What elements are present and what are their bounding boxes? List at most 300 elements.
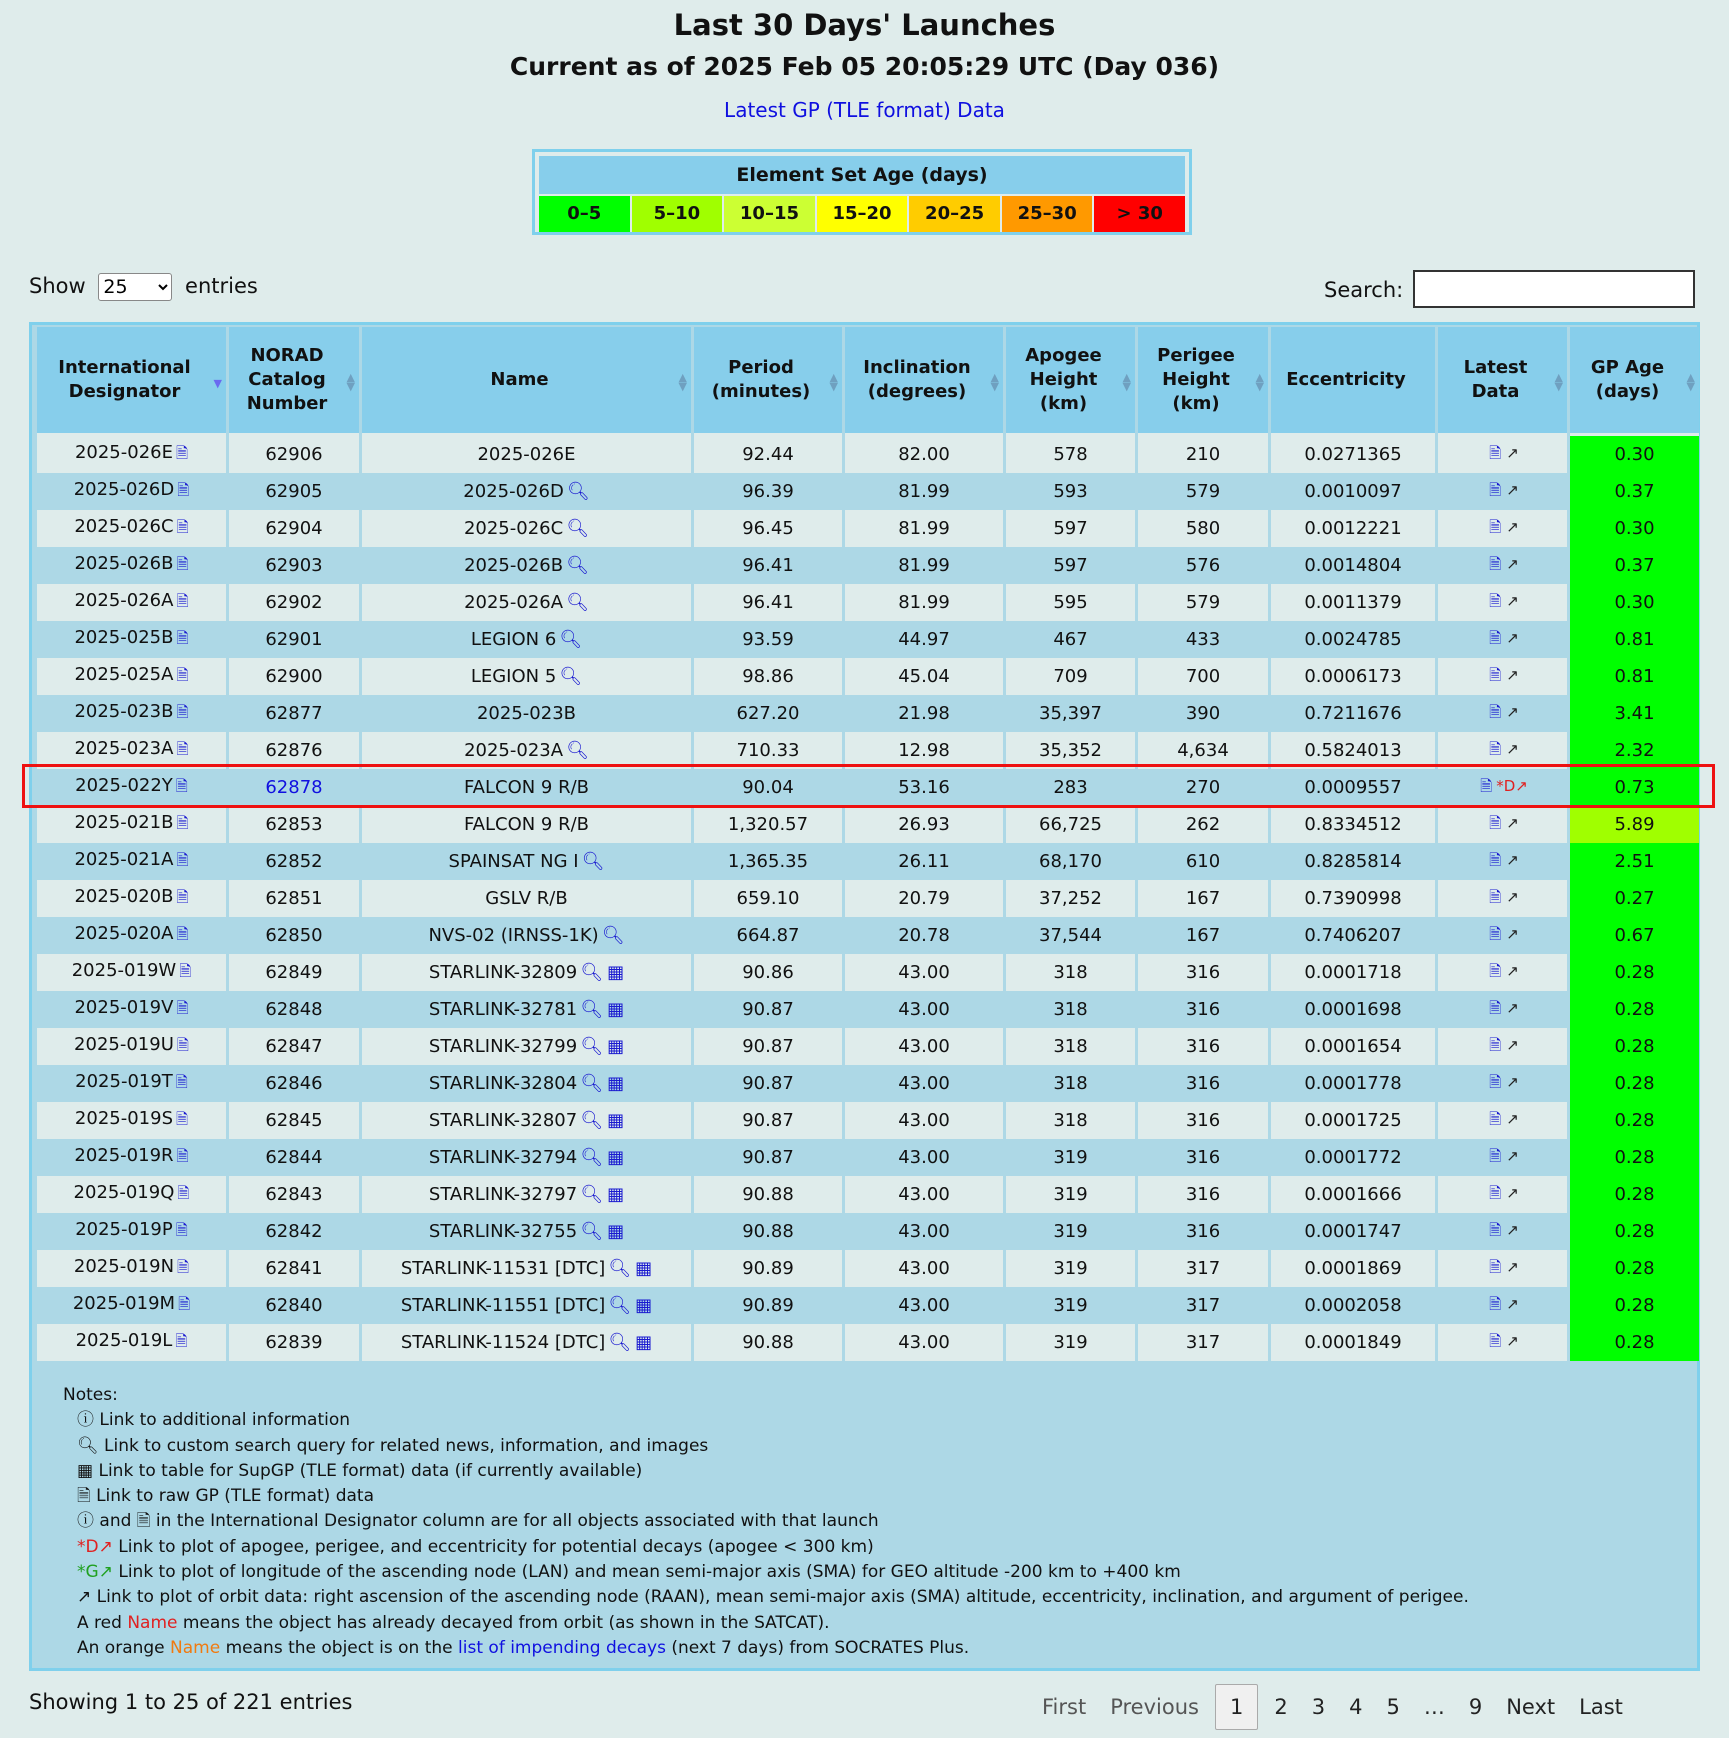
document-icon[interactable]: 🗎 [1489,1183,1502,1202]
object-name: NVS-02 (IRNSS-1K) [428,925,599,946]
norad-number: 62851 [265,888,323,909]
eccentricity-cell: 0.0001698 [1271,991,1435,1028]
document-icon[interactable]: 🗎 [176,665,189,684]
document-icon[interactable]: 🗎 [177,480,190,499]
document-icon[interactable]: 🗎 [1489,1220,1502,1239]
eccentricity-cell: 0.7211676 [1271,695,1435,732]
inclination-cell: 20.78 [845,917,1003,954]
norad-cell [229,436,359,473]
document-icon[interactable]: 🗎 [1489,628,1502,647]
chart-icon[interactable]: ↗ [1506,813,1519,832]
inclination-cell: 43.00 [845,991,1003,1028]
name-cell [362,880,691,917]
designator: 2025-025B [74,626,174,648]
latest-gp-link[interactable]: Latest GP (TLE format) Data [724,98,1005,122]
search-icon[interactable]: 🔍︎ [580,1184,604,1205]
latest-data-cell [1438,510,1567,547]
chart-icon[interactable]: ↗ [1506,480,1519,499]
document-icon[interactable]: 🗎 [176,1109,189,1128]
column-header[interactable] [1438,327,1567,436]
table-icon[interactable]: ▦ [607,1221,625,1242]
apogee-cell: 319 [1006,1139,1135,1176]
search-icon[interactable]: 🔍︎ [566,481,590,502]
note-orange-a: An orange [77,1637,165,1658]
chart-icon[interactable]: ↗ [1506,998,1519,1017]
document-icon[interactable]: 🗎 [176,628,189,647]
eccentricity-cell: 0.0001778 [1271,1065,1435,1102]
show-label: Show [29,274,86,298]
table-icon[interactable]: ▦ [635,1295,653,1316]
perigee-cell: 167 [1138,917,1268,954]
document-icon[interactable]: 🗎 [175,1072,188,1091]
latest-data-cell [1438,806,1567,843]
document-icon[interactable]: 🗎 [175,443,189,462]
document-icon[interactable]: 🗎 [1489,813,1502,832]
gp-age-cell: 0.30 [1570,510,1699,547]
apogee-cell: 318 [1006,1065,1135,1102]
object-name: FALCON 9 R/B [463,777,590,798]
eccentricity-cell: 0.0001747 [1271,1213,1435,1250]
gp-age-cell: 0.28 [1570,1065,1699,1102]
note-and: and [99,1511,132,1532]
apogee-cell: 319 [1006,1250,1135,1287]
period-cell: 96.39 [694,473,842,510]
search-icon[interactable]: 🔍︎ [559,629,583,650]
search-icon[interactable]: 🔍︎ [581,851,605,872]
search-icon[interactable]: 🔍︎ [580,962,604,983]
perigee-cell: 610 [1138,843,1268,880]
inclination-cell: 43.00 [845,1213,1003,1250]
designator-cell [37,510,226,547]
inclination-cell: 43.00 [845,1102,1003,1139]
document-icon[interactable]: 🗎 [1489,887,1502,906]
object-name: 2025-026B [464,555,564,576]
apogee-cell: 319 [1006,1213,1135,1250]
apogee-cell: 37,252 [1006,880,1135,917]
search-icon[interactable]: 🔍︎ [566,555,589,576]
name-cell [362,806,691,843]
document-icon[interactable]: 🗎 [1489,443,1502,462]
designator-cell [37,917,226,954]
inclination-cell: 81.99 [845,510,1003,547]
designator: 2025-020A [74,922,174,944]
gp-age-cell: 0.37 [1570,473,1699,510]
document-icon[interactable]: 🗎 [1489,665,1502,684]
document-icon[interactable]: 🗎 [175,1331,188,1350]
norad-number: 62842 [265,1221,323,1242]
note-supgp: Link to table for SupGP (TLE format) data (if currently available) [98,1460,643,1481]
chart-icon[interactable]: ↗ [1506,1072,1519,1091]
sort-icon: ▲ ▼ [990,371,999,393]
chart-icon[interactable]: ↗ [1506,1331,1519,1350]
latest-data-cell [1438,1028,1567,1065]
apogee-cell: 597 [1006,547,1135,584]
chart-icon[interactable]: ↗ [1506,1257,1519,1276]
search-icon[interactable]: 🔍︎ [601,925,625,946]
chart-icon[interactable]: ↗ [1506,443,1519,462]
document-icon[interactable]: 🗎 [177,1257,190,1276]
column-header[interactable] [1570,327,1699,436]
period-cell: 93.59 [694,621,842,658]
designator-cell [37,621,226,658]
column-header-label: NORAD Catalog Number [246,345,328,414]
chart-icon[interactable]: ↗ [1506,887,1519,906]
table-icon[interactable]: ▦ [607,962,625,983]
chart-icon[interactable]: ↗ [1506,517,1519,536]
norad-number: 62876 [265,740,323,761]
table-icon[interactable]: ▦ [607,1073,625,1094]
inclination-cell: 43.00 [845,954,1003,991]
inclination-cell: 44.97 [845,621,1003,658]
norad-cell [229,695,359,732]
name-cell [362,658,691,695]
inclination-cell: 82.00 [845,436,1003,473]
page-button[interactable]: Next [1506,1695,1556,1719]
chart-icon[interactable]: ↗ [1506,1220,1519,1239]
table-row [37,1250,1699,1287]
document-icon[interactable]: 🗎 [1489,739,1502,758]
apogee-cell: 319 [1006,1287,1135,1324]
column-header[interactable] [362,327,691,436]
chart-icon[interactable]: ↗ [1506,1109,1519,1128]
latest-data-cell [1438,1176,1567,1213]
norad-number: 62844 [265,1147,323,1168]
document-icon[interactable]: 🗎 [1489,1257,1502,1276]
chart-icon[interactable]: ↗ [1506,554,1519,573]
chart-icon[interactable]: ↗ [1506,739,1519,758]
apogee-cell: 35,352 [1006,732,1135,769]
impending-decays-link[interactable]: list of impending decays [458,1637,666,1658]
document-icon[interactable]: 🗎 [177,1183,190,1202]
table-row [37,917,1699,954]
designator: 2025-019T [75,1070,173,1092]
designator-cell [37,436,226,473]
notes [63,1383,1469,1661]
latest-data-cell [1438,917,1567,954]
table-row [37,1324,1699,1361]
latest-data-cell [1438,547,1567,584]
sort-icon: ▼ [213,377,222,390]
apogee-cell: 318 [1006,991,1135,1028]
note-search: Link to custom search query for related news, information, and images [104,1435,709,1456]
designator-cell [37,1176,226,1213]
object-name: 2025-023A [464,740,564,761]
document-icon[interactable]: 🗎 [1489,554,1502,573]
perigee-cell: 210 [1138,436,1268,473]
object-name: LEGION 6 [470,629,557,650]
name-cell [362,1176,691,1213]
gp-age-cell: 0.28 [1570,1213,1699,1250]
name-cell [362,1065,691,1102]
table-row [37,547,1699,584]
latest-data-cell [1438,621,1567,658]
document-icon[interactable]: 🗎 [1489,517,1502,536]
chart-icon[interactable]: ↗ [1506,1146,1519,1165]
eccentricity-cell: 0.0001772 [1271,1139,1435,1176]
apogee-cell: 709 [1006,658,1135,695]
document-icon[interactable]: 🗎 [176,850,189,869]
document-icon[interactable]: 🗎 [1489,1294,1502,1313]
latest-data-cell [1438,473,1567,510]
norad-number: 62901 [265,629,323,650]
document-icon[interactable]: 🗎 [1489,1146,1502,1165]
search-icon[interactable]: 🔍︎ [566,518,590,539]
table-icon[interactable]: ▦ [607,1147,625,1168]
page-button[interactable]: 9 [1468,1695,1483,1719]
name-cell [362,1287,691,1324]
column-header[interactable] [1006,327,1135,436]
chart-icon[interactable]: ↗ [1506,702,1519,721]
document-icon[interactable]: 🗎 [175,776,188,795]
period-cell: 90.87 [694,991,842,1028]
gp-age-cell: 0.67 [1570,917,1699,954]
document-icon[interactable]: 🗎 [176,591,189,610]
chart-icon[interactable]: ↗ [1506,1183,1519,1202]
column-header[interactable] [229,327,359,436]
designator: 2025-020B [74,885,174,907]
norad-cell [229,991,359,1028]
norad-cell [229,1324,359,1361]
decay-chart-icon: ↗ [98,1536,113,1557]
table-row [37,1139,1699,1176]
document-icon[interactable]: 🗎 [1489,1035,1502,1054]
perigee-cell: 316 [1138,1213,1268,1250]
search-icon[interactable]: 🔍︎ [580,1221,604,1242]
table-row [37,1028,1699,1065]
apogee-cell: 283 [1006,769,1135,806]
document-icon[interactable]: 🗎 [176,998,189,1017]
perigee-cell: 4,634 [1138,732,1268,769]
showing-entries: Showing 1 to 25 of 221 entries [29,1690,353,1714]
search-icon[interactable]: 🔍︎ [608,1258,632,1279]
document-icon[interactable]: 🗎 [176,739,189,758]
page-button[interactable]: First [1042,1695,1087,1719]
eccentricity-cell: 0.0014804 [1271,547,1435,584]
latest-data-cell [1438,991,1567,1028]
object-name: 2025-023B [476,703,576,724]
designator-cell [37,1139,226,1176]
document-icon[interactable]: 🗎 [1489,591,1502,610]
norad-number: 62841 [265,1258,323,1279]
table-row [37,1102,1699,1139]
search-icon[interactable]: 🔍︎ [580,1110,604,1131]
document-icon[interactable]: 🗎 [176,517,189,536]
gp-age-cell: 0.81 [1570,658,1699,695]
document-icon[interactable]: 🗎 [1489,1331,1502,1350]
search-icon[interactable]: 🔍︎ [580,1036,604,1057]
designator-cell [37,806,226,843]
page-button[interactable]: Previous [1110,1695,1199,1719]
latest-data-cell [1438,1213,1567,1250]
designator: 2025-019Q [73,1181,175,1203]
eccentricity-cell: 0.0010097 [1271,473,1435,510]
inclination-cell: 45.04 [845,658,1003,695]
norad-cell [229,1176,359,1213]
document-icon[interactable]: 🗎 [1489,1072,1502,1091]
perigee-cell: 167 [1138,880,1268,917]
document-icon[interactable]: 🗎 [1489,1109,1502,1128]
document-icon[interactable]: 🗎 [176,887,189,906]
search-icon[interactable]: 🔍︎ [608,1295,632,1316]
latest-data-cell [1438,1139,1567,1176]
chart-icon[interactable]: ↗ [1506,961,1519,980]
perigee-cell: 270 [1138,769,1268,806]
designator: 2025-026D [73,478,175,500]
search-label: Search: [1324,278,1404,302]
apogee-cell: 319 [1006,1324,1135,1361]
column-header[interactable] [845,327,1003,436]
gp-age-cell: 5.89 [1570,806,1699,843]
geo-chart-icon: ↗ [98,1562,113,1583]
table-row [37,1176,1699,1213]
norad-number: 62843 [265,1184,323,1205]
norad-number: 62852 [265,851,323,872]
document-icon[interactable]: 🗎 [176,1035,189,1054]
decay-plot-icon[interactable]: *D↗ [1496,776,1528,795]
gp-age-cell: 0.81 [1570,621,1699,658]
norad-number: 62903 [265,555,323,576]
latest-data-cell [1438,1287,1567,1324]
search-icon[interactable]: 🔍︎ [566,740,589,761]
object-name: STARLINK-11551 [DTC] [400,1295,606,1316]
chart-icon[interactable]: ↗ [1506,850,1519,869]
document-icon[interactable]: 🗎 [176,702,189,721]
object-name: STARLINK-32797 [428,1184,578,1205]
latest-data-cell [1438,954,1567,991]
document-icon[interactable]: 🗎 [176,554,189,573]
page-button[interactable]: 2 [1274,1695,1288,1719]
norad-number: 62906 [265,444,323,465]
name-cell [362,991,691,1028]
document-icon[interactable]: 🗎 [1489,961,1502,980]
norad-cell [229,473,359,510]
document-icon[interactable]: 🗎 [1489,702,1502,721]
eccentricity-cell: 0.0024785 [1271,621,1435,658]
designator-cell [37,473,226,510]
chart-icon[interactable]: ↗ [1506,1035,1519,1054]
designator: 2025-021A [74,848,174,870]
eccentricity-cell: 0.0006173 [1271,658,1435,695]
table-icon[interactable]: ▦ [607,1036,625,1057]
note-geo-plot: Link to plot of longitude of the ascending node (LAN) and mean semi-major axis (SMA) for GEO altitude -200 km to +400 km [118,1562,1181,1583]
page-button[interactable]: 3 [1311,1695,1326,1719]
column-header[interactable] [37,327,226,436]
apogee-cell: 35,397 [1006,695,1135,732]
norad-number: 62877 [265,703,323,724]
period-cell: 90.87 [694,1139,842,1176]
table-icon[interactable]: ▦ [635,1258,653,1279]
search-icon[interactable]: 🔍︎ [580,1147,604,1168]
page-button[interactable]: 5 [1386,1695,1400,1719]
search-icon: 🔍︎ [77,1435,99,1456]
perigee-cell: 317 [1138,1324,1268,1361]
chart-icon[interactable]: ↗ [1506,924,1519,943]
table-row [37,510,1699,547]
norad-number[interactable]: 62878 [265,777,323,798]
document-icon[interactable]: 🗎 [1489,850,1502,869]
norad-cell [229,584,359,621]
period-cell: 90.04 [694,769,842,806]
table-icon[interactable]: ▦ [607,1184,625,1205]
chart-icon[interactable]: ↗ [1506,1294,1519,1313]
gp-age-cell: 0.28 [1570,991,1699,1028]
entries-label: entries [185,274,258,298]
chart-icon[interactable]: ↗ [1506,628,1519,647]
document-icon[interactable]: 🗎 [176,813,189,832]
page-button[interactable]: 4 [1349,1695,1363,1719]
norad-cell [229,954,359,991]
note-decay-plot: Link to plot of apogee, perigee, and eccentricity for potential decays (apogee < 300 km) [118,1536,874,1557]
page-button[interactable]: Last [1579,1695,1623,1719]
search-input[interactable] [1413,270,1695,308]
table-icon[interactable]: ▦ [635,1332,653,1353]
launch-table-wrapper [29,322,1700,1671]
name-cell [362,473,691,510]
column-header-label: Apogee Height (km) [1025,345,1102,414]
document-icon[interactable]: 🗎 [1480,776,1493,795]
legend-cell: 15–20 [817,196,908,232]
latest-data-cell [1438,695,1567,732]
period-cell: 96.41 [694,547,842,584]
pagination [1030,1682,1635,1732]
name-cell [362,1250,691,1287]
chart-icon[interactable]: ↗ [1506,665,1519,684]
search-icon[interactable]: 🔍︎ [566,592,589,613]
designator: 2025-019N [73,1255,175,1277]
norad-number: 62904 [265,518,323,539]
column-header[interactable] [1271,327,1435,436]
table-icon[interactable]: ▦ [607,999,625,1020]
document-icon[interactable]: 🗎 [1489,998,1502,1017]
document-icon[interactable]: 🗎 [179,961,192,980]
designator: 2025-025A [74,663,174,685]
document-icon[interactable]: 🗎 [176,924,189,943]
document-icon[interactable]: 🗎 [176,1146,189,1165]
designator-cell [37,843,226,880]
apogee-cell: 595 [1006,584,1135,621]
entries-select[interactable] [98,273,172,301]
table-row [37,621,1699,658]
search-icon[interactable]: 🔍︎ [559,666,583,687]
eccentricity-cell: 0.0001849 [1271,1324,1435,1361]
column-header-label: Latest Data [1463,357,1528,402]
apogee-cell: 318 [1006,1102,1135,1139]
period-cell: 90.87 [694,1065,842,1102]
note-orange-c: (next 7 days) from SOCRATES Plus. [671,1637,970,1658]
document-icon[interactable]: 🗎 [1489,924,1502,943]
norad-cell [229,547,359,584]
search-icon[interactable]: 🔍︎ [580,1073,604,1094]
chart-icon[interactable]: ↗ [1506,591,1519,610]
document-icon[interactable]: 🗎 [178,1294,191,1313]
perigee-cell: 580 [1138,510,1268,547]
page-button[interactable]: 1 [1215,1684,1258,1730]
eccentricity-cell: 0.7390998 [1271,880,1435,917]
column-header[interactable] [1138,327,1268,436]
table-icon: ▦ [77,1460,94,1481]
designator: 2025-019R [74,1144,174,1166]
search-icon[interactable]: 🔍︎ [580,999,604,1020]
document-icon[interactable]: 🗎 [175,1220,188,1239]
table-icon[interactable]: ▦ [607,1110,625,1131]
document-icon[interactable]: 🗎 [1489,480,1502,499]
column-header[interactable] [694,327,842,436]
object-name: 2025-026A [464,592,564,613]
gp-age-cell: 2.51 [1570,843,1699,880]
period-cell: 710.33 [694,732,842,769]
norad-number: 62905 [265,481,323,502]
search-icon[interactable]: 🔍︎ [608,1332,632,1353]
